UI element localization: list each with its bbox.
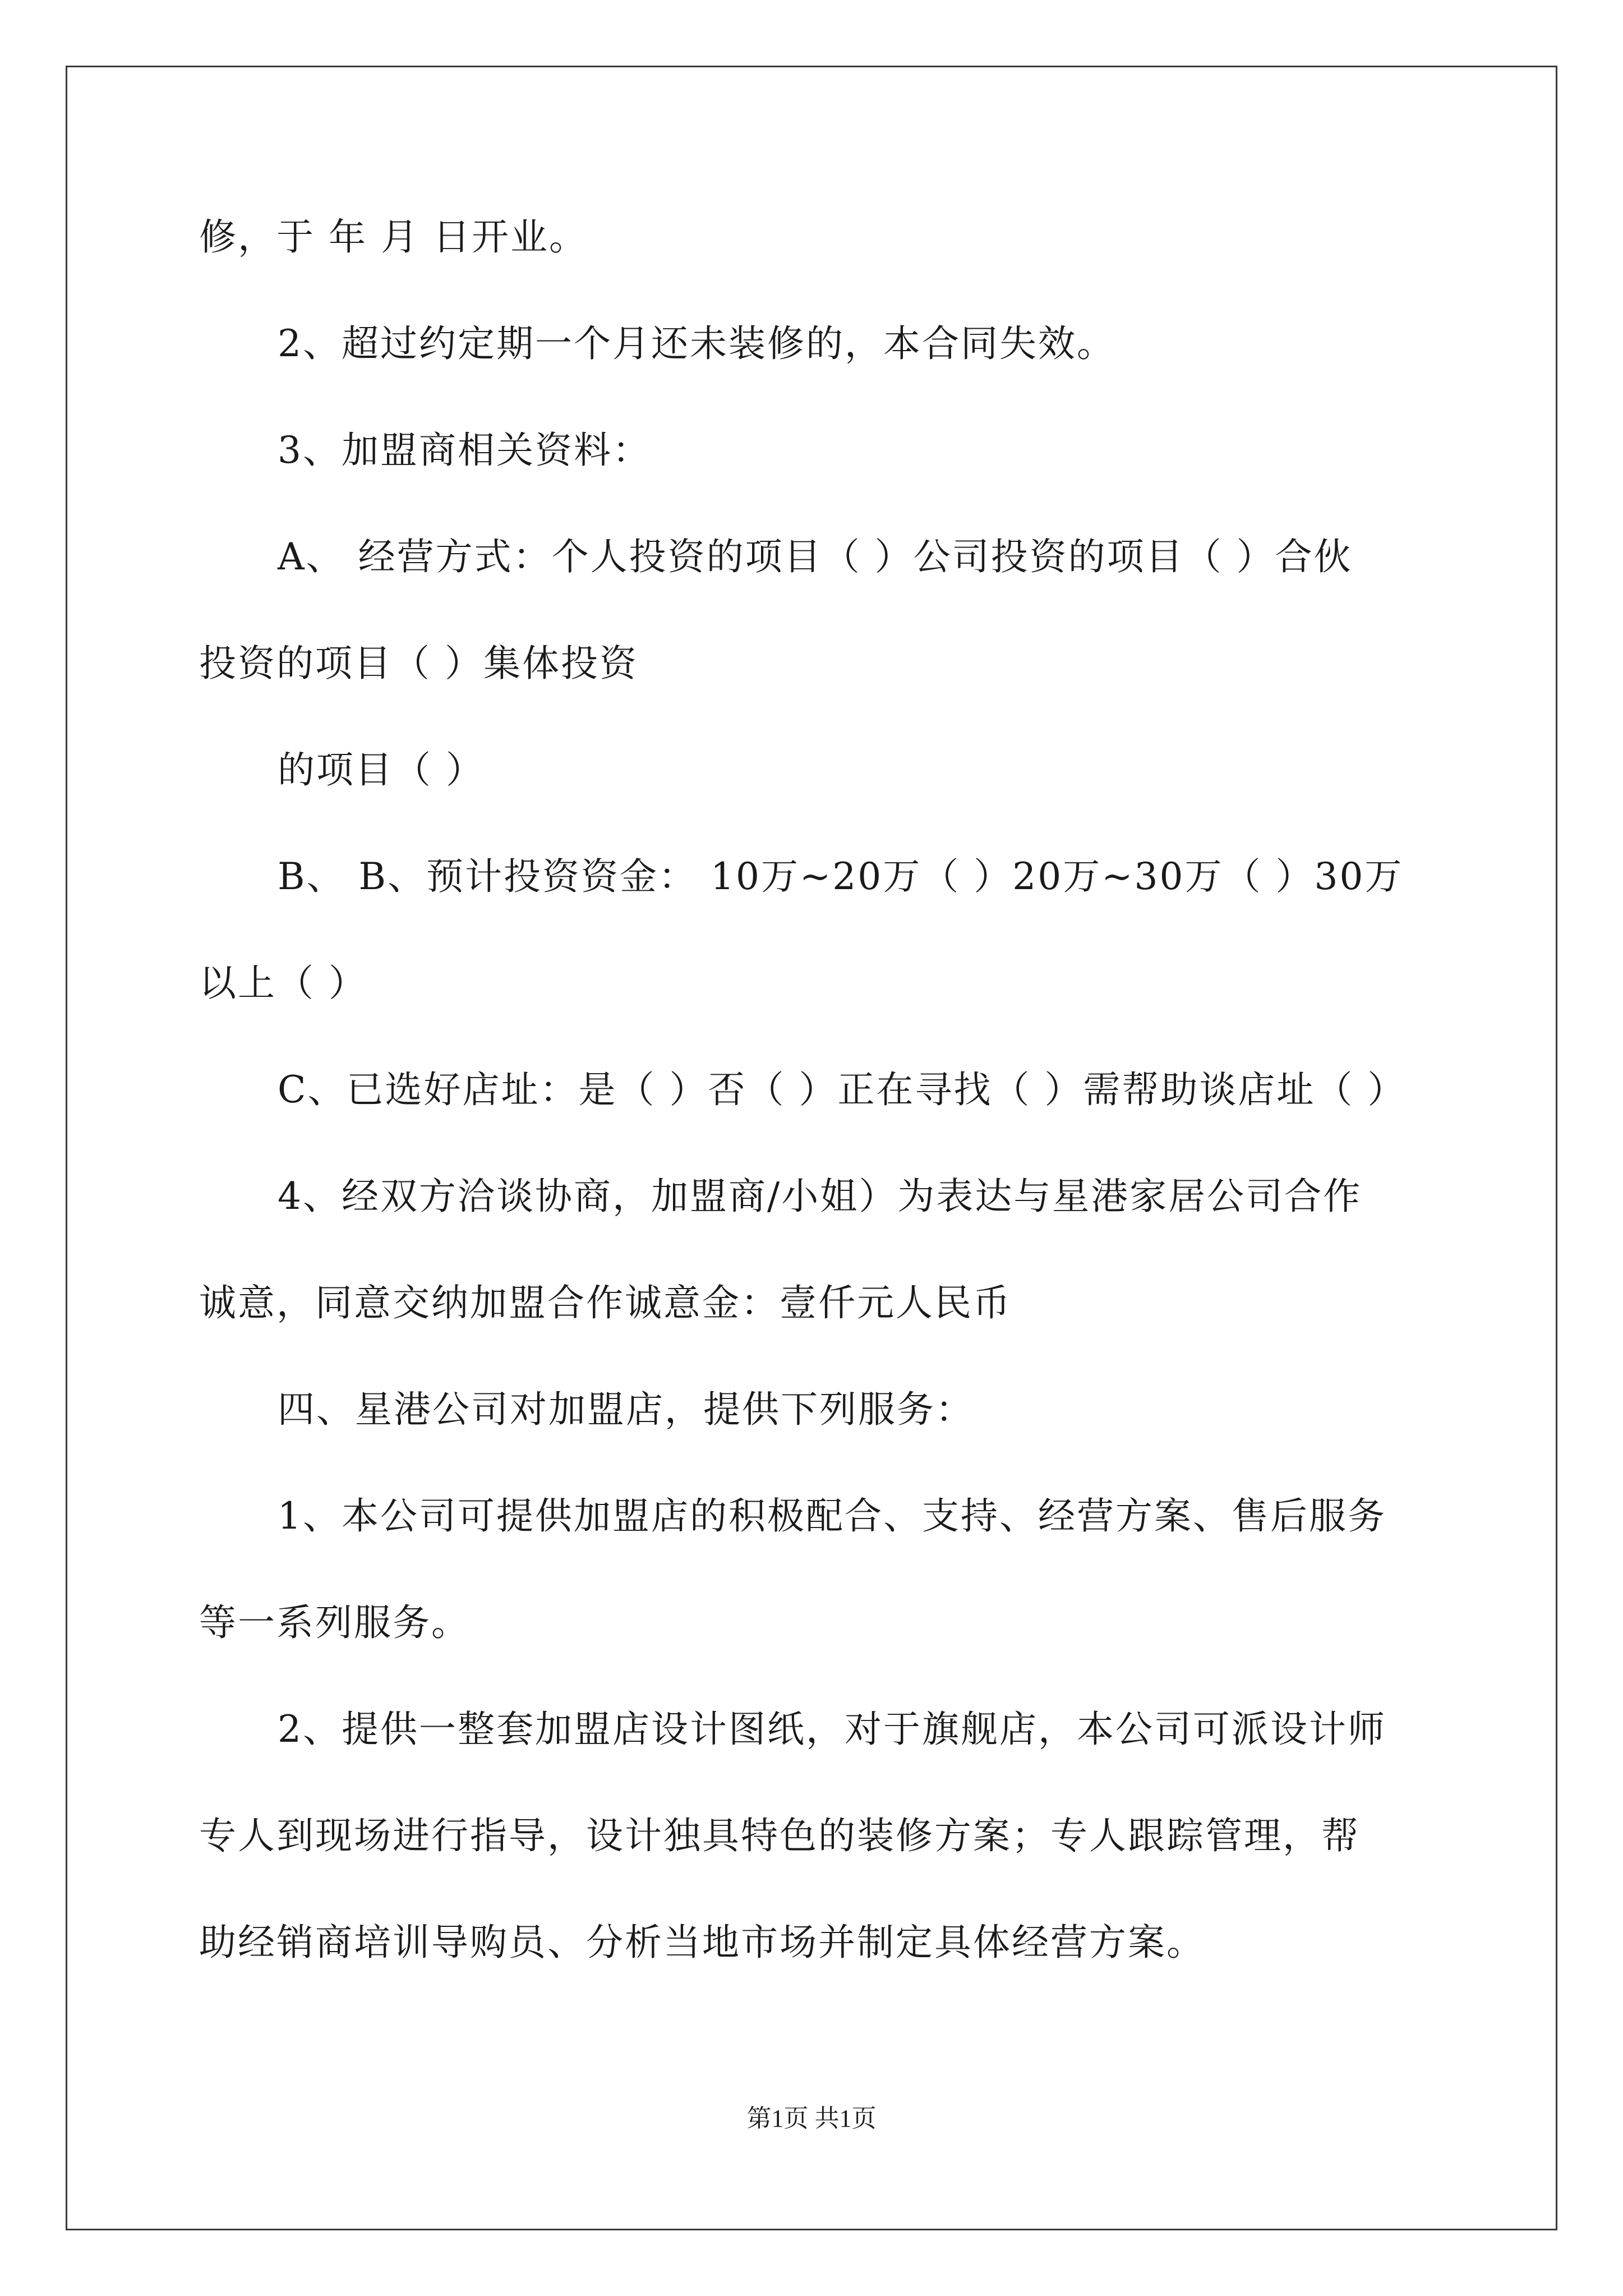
text-line: B、 B、预计投资资金： 10万~20万（ ）20万~30万（ ）30万: [278, 855, 1404, 898]
text-line: A、 经营方式：个人投资的项目（ ）公司投资的项目（ ）合伙: [278, 535, 1353, 578]
page-number-footer: 第1页 共1页: [746, 2105, 877, 2132]
text-line: 2、提供一整套加盟店设计图纸，对于旗舰店，本公司可派设计师: [278, 1708, 1386, 1751]
text-line: 2、超过约定期一个月还未装修的，本合同失效。: [278, 322, 1115, 365]
text-line: 投资的项目（ ）集体投资: [199, 642, 638, 685]
text-line: 专人到现场进行指导，设计独具特色的装修方案；专人跟踪管理，帮: [199, 1814, 1360, 1857]
text-line: 以上（ ）: [199, 961, 367, 1005]
text-line: 4、经双方洽谈协商，加盟商/小姐）为表达与星港家居公司合作: [278, 1175, 1362, 1218]
text-line: 助经销商培训导购员、分析当地市场并制定具体经营方案。: [199, 1921, 1205, 1964]
text-line: 3、加盟商相关资料：: [278, 429, 651, 472]
text-line: 诚意，同意交纳加盟合作诚意金：壹仟元人民币: [199, 1281, 1012, 1324]
document-body: [199, 215, 1433, 2031]
text-line: 修，于 年 月 日开业。: [199, 215, 588, 259]
text-line: 1、本公司可提供加盟店的积极配合、支持、经营方案、售后服务: [278, 1494, 1386, 1538]
text-line: 等一系列服务。: [199, 1601, 470, 1644]
text-line: 的项目（ ）: [278, 748, 485, 792]
text-line: C、已选好店址：是（ ）否（ ）正在寻找（ ）需帮助谈店址（ ）: [278, 1068, 1407, 1111]
section-heading: 四、星港公司对加盟店，提供下列服务：: [278, 1388, 974, 1431]
